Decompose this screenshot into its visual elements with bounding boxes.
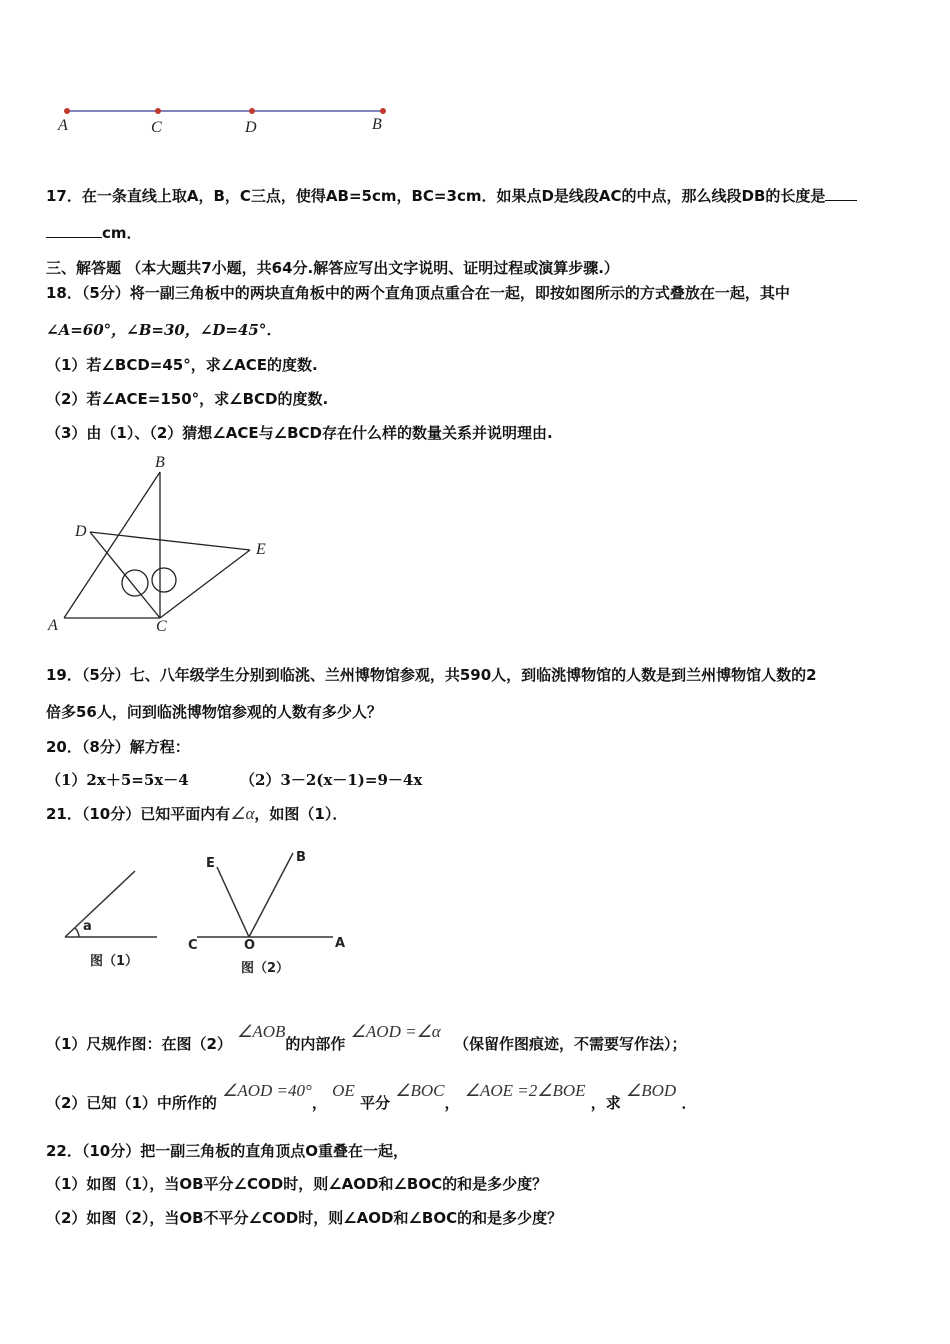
fig2-label-e: E (206, 856, 215, 871)
fig2-label-b: B (296, 850, 306, 865)
question-22-part-2: （2）如图（2），当OB不平分∠COD时，则∠AOD和∠BOC的和是多少度？ (46, 1209, 563, 1227)
fig1-angle-label: a (83, 919, 92, 934)
segment-figure (50, 95, 410, 140)
q21-stem-a: 21．（10分）已知平面内有 (46, 805, 231, 823)
question-20-eq-2: （2）3－2(x－1)=9－4x (240, 771, 423, 789)
triangle-label-e: E (256, 541, 266, 558)
question-21-part-1 (46, 1022, 687, 1054)
q21-stem-b: ，如图（1）． (254, 805, 348, 823)
question-17 (46, 186, 857, 206)
q21-p2-sep-1: ， (311, 1094, 327, 1112)
q21-p2-a: （2）已知（1）中所作的 (46, 1094, 217, 1112)
question-22-stem: 22．（10分）把一副三角板的直角顶点O重叠在一起， (46, 1142, 409, 1160)
triangle-label-b: B (155, 454, 165, 471)
q21-p2-sep-2: ， (444, 1094, 460, 1112)
q17-text: 17．在一条直线上取A，B，C三点，使得AB=5cm，BC=3cm．如果点D是线段AC的中点，那么线段DB的长度是 (46, 187, 826, 205)
fig2-label-c: C (188, 938, 198, 953)
angle-alpha-figure (55, 865, 165, 945)
triangle-figure (40, 450, 280, 640)
question-18-part-1: （1）若∠BCD=45°，求∠ACE的度数. (46, 356, 318, 374)
question-21-part-2 (46, 1081, 697, 1113)
segment-label-b: B (372, 116, 382, 133)
triangle-label-a: A (48, 617, 58, 634)
fig2-label-o: O (244, 938, 256, 953)
q21-p2-math-3: ∠BOC (395, 1081, 445, 1100)
q21-p2-b: 平分 (359, 1094, 390, 1112)
question-18-stem: 18．（5分）将一副三角板中的两块直角板中的两个直角顶点重合在一起，即按如图所示的方式叠放在一起，其中 (46, 284, 790, 302)
fig1-caption: 图（1） (90, 954, 139, 969)
question-18-conditions: ∠A=60°，∠B=30，∠D=45°． (46, 321, 282, 339)
q21-p2-math-5: ∠BOD (626, 1081, 677, 1100)
q21-p1-a: （1）尺规作图：在图（2） (46, 1035, 232, 1053)
question-18-part-2: （2）若∠ACE=150°，求∠BCD的度数. (46, 390, 329, 408)
q21-p1-b: 的内部作 (285, 1035, 346, 1053)
q21-p2-c: ，求 (590, 1094, 621, 1112)
triangle-label-c: C (156, 618, 167, 635)
q17-tail: cm． (102, 224, 142, 242)
q21-p2-math-4: ∠AOE =2∠BOE (464, 1081, 586, 1100)
segment-label-d: D (245, 119, 257, 136)
segment-label-a: A (58, 117, 68, 134)
question-18-part-3: （3）由（1）、（2）猜想∠ACE与∠BCD存在什么样的数量关系并说明理由. (46, 424, 553, 442)
fig2-label-a: A (335, 936, 346, 951)
answer-blank (825, 186, 857, 201)
question-22-part-1: （1）如图（1），当OB平分∠COD时，则∠AOD和∠BOC的和是多少度？ (46, 1175, 548, 1193)
question-21-stem (46, 804, 347, 824)
question-20-eq-1: （1）2x＋5=5x－4 (46, 771, 189, 789)
q21-p1-c: （保留作图痕迹，不需要写作法）； (453, 1035, 687, 1053)
triangle-label-d: D (75, 523, 87, 540)
q21-p1-math-1: ∠AOB (237, 1022, 286, 1041)
fig2-caption: 图（2） (241, 961, 290, 976)
q21-p2-d: ． (681, 1094, 697, 1112)
segment-label-c: C (151, 119, 162, 136)
question-20-stem: 20．（8分）解方程： (46, 738, 190, 756)
answer-blank-cont (46, 223, 102, 238)
question-17-tail (46, 223, 142, 243)
q21-p2-math-1: ∠AOD =40° (222, 1081, 312, 1100)
question-19-line-2: 倍多56人，问到临洮博物馆参观的人数有多少人？ (46, 703, 382, 721)
section-3-heading: 三、解答题 （本大题共7小题，共64分.解答应写出文字说明、证明过程或演算步骤.） (46, 259, 619, 277)
q21-p2-math-2: OE (332, 1081, 355, 1100)
question-19-line-1: 19．（5分）七、八年级学生分别到临洮、兰州博物馆参观，共590人，到临洮博物馆的人数是到兰州博物馆人数的2 (46, 666, 817, 684)
q21-p1-math-2: ∠AOD =∠α (350, 1022, 441, 1041)
q21-stem-math: ∠α (230, 804, 255, 823)
